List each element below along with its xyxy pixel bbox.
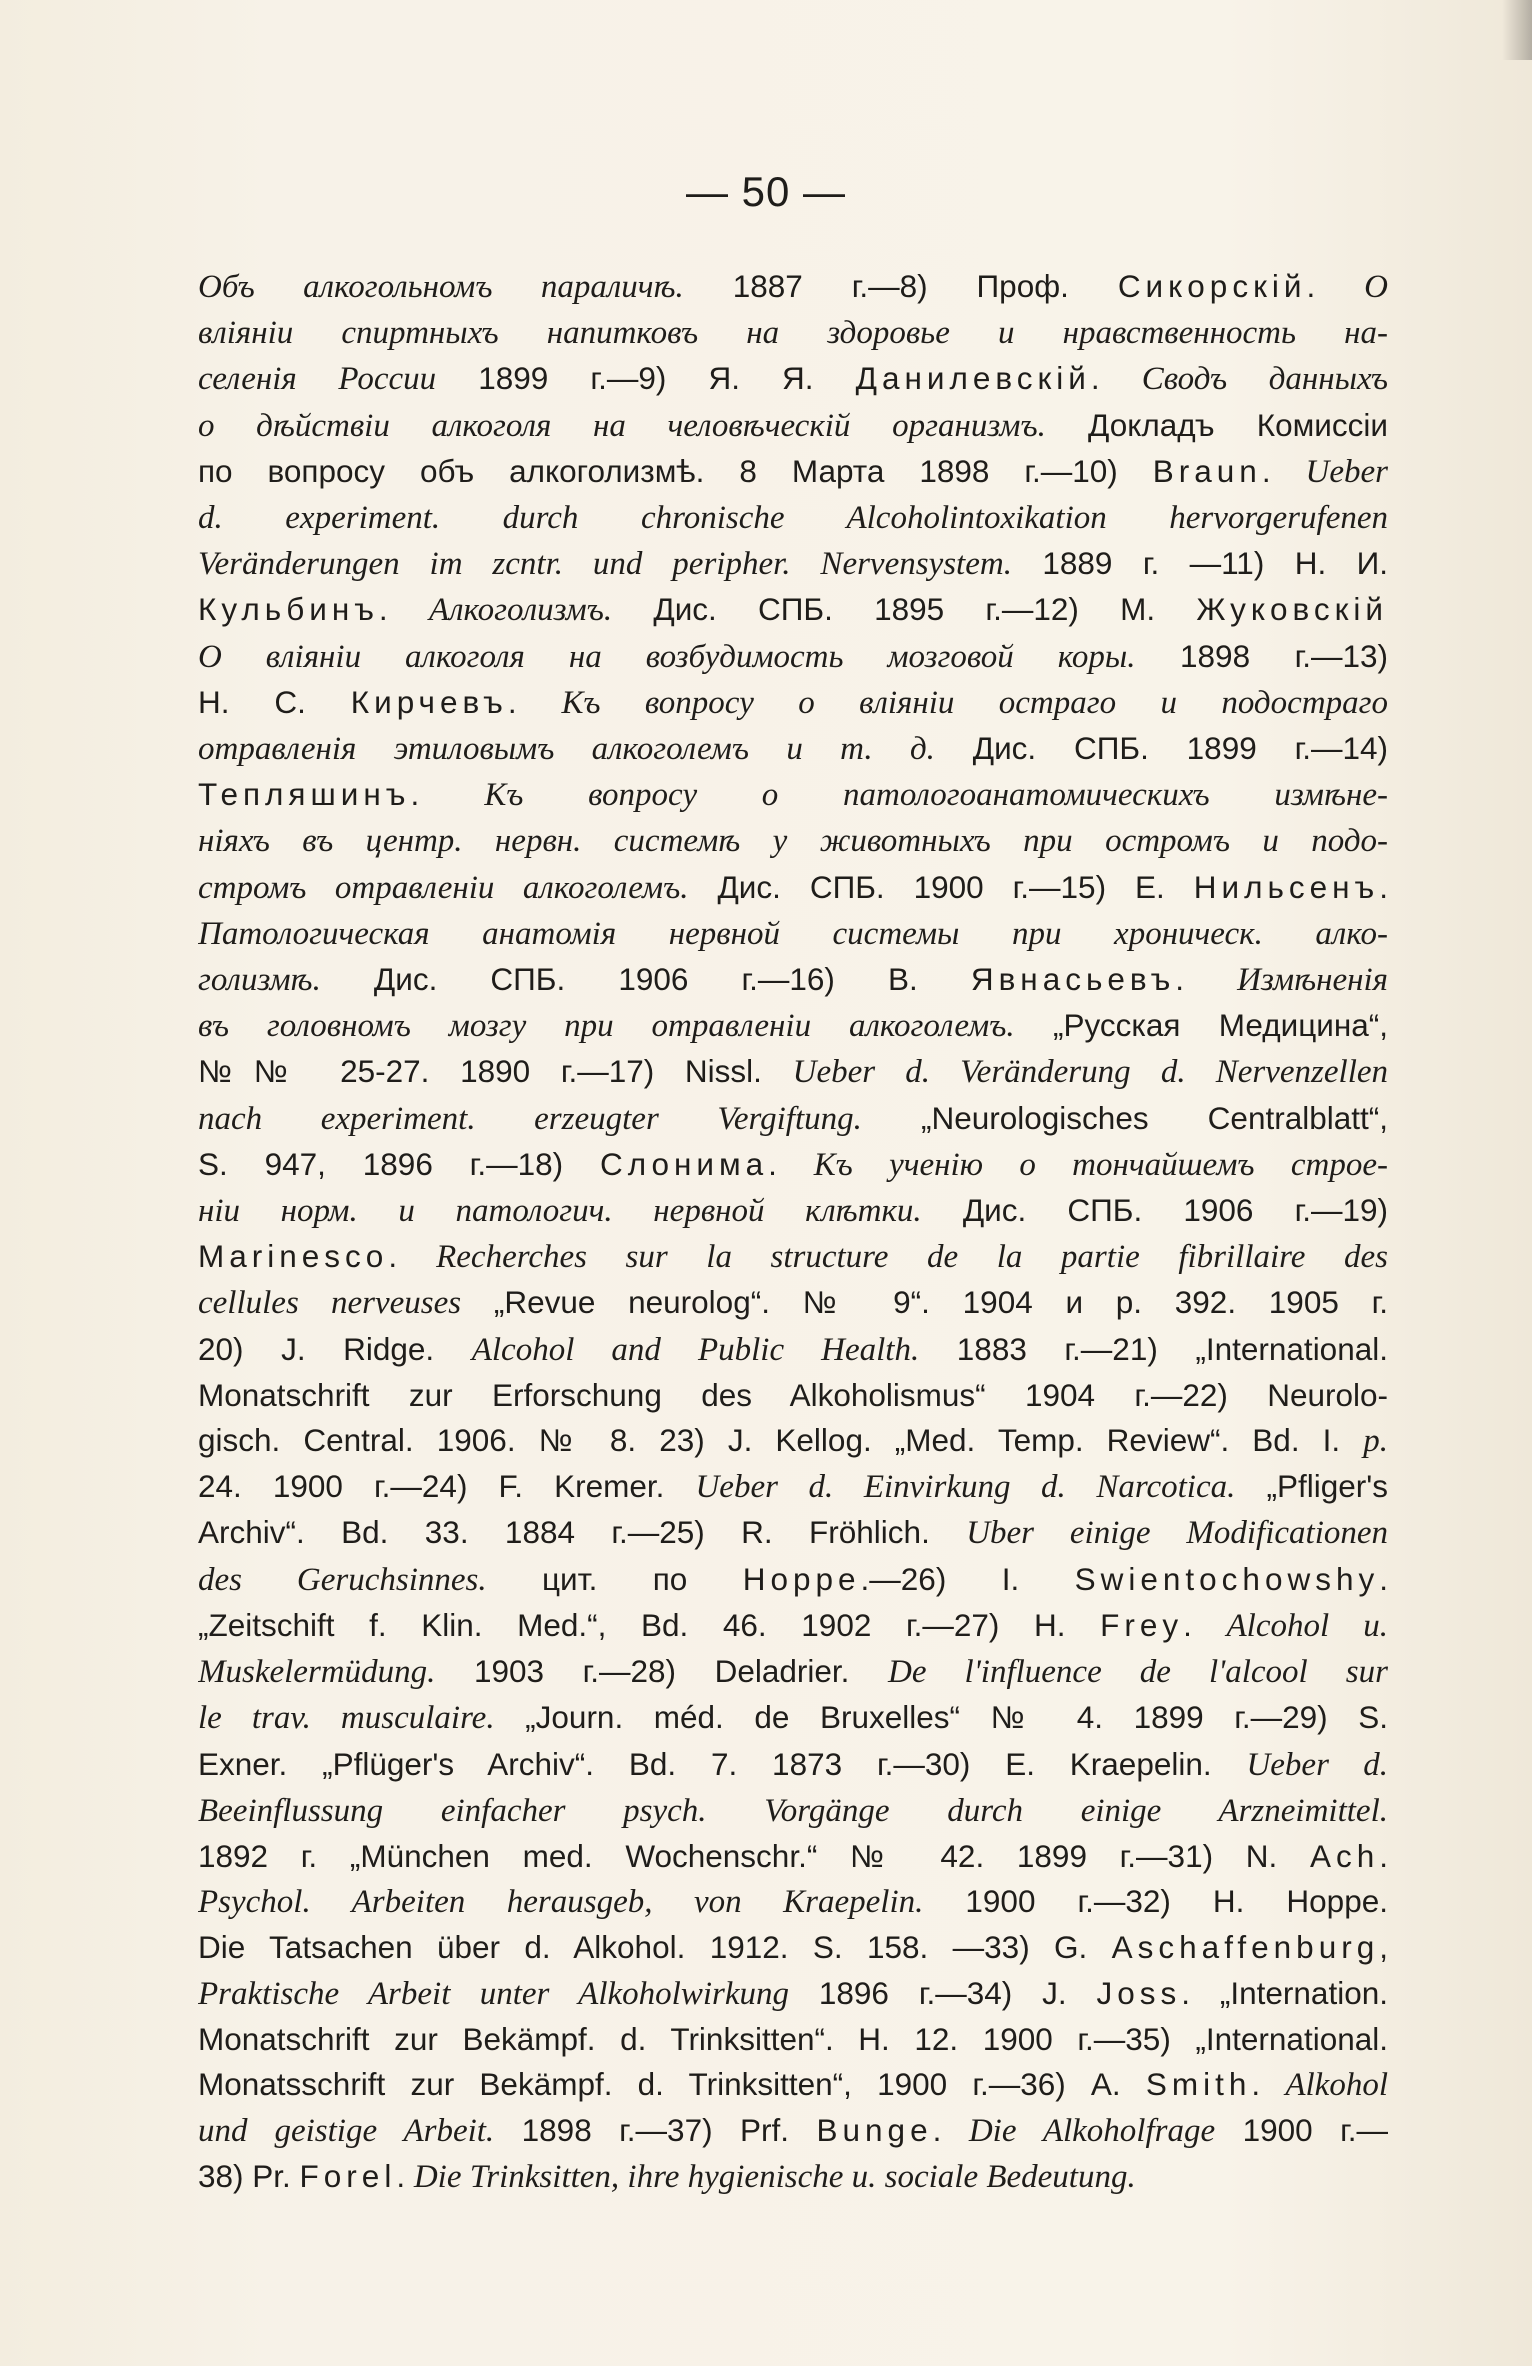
- text-line: [198, 356, 1388, 402]
- text-segment: 1889 г. —11) Н. И.: [1011, 545, 1388, 582]
- italic-segment: о дѣйствіи алкоголя на человѣческій организмъ.: [198, 407, 1046, 444]
- text-line: [198, 1557, 1388, 1603]
- italic-segment: стромъ отравленіи алкоголемъ.: [198, 869, 689, 906]
- italic-segment: Muskelermüdung.: [198, 1654, 436, 1691]
- text-line: [198, 1096, 1388, 1142]
- text-segment: „Revue neurolog“. № 9“. 1904 и р. 392. 1905 г.: [461, 1284, 1388, 1321]
- text-line: [198, 1003, 1388, 1049]
- text-segment: Дис. СПБ. 1895 г.—12) М.: [612, 591, 1197, 628]
- text-line: [198, 1742, 1388, 1788]
- italic-segment: des Geruchsinnes.: [198, 1561, 487, 1598]
- text-segment: ,: [1379, 1929, 1388, 1966]
- italic-segment: Die Trinksitten, ihre hygienische u. sociale Bedeutung.: [413, 2159, 1136, 2196]
- text-line: [198, 1510, 1388, 1556]
- italic-segment: Praktische Arbeit unter Alkoholwirkung: [198, 1975, 789, 2012]
- spaced-name-segment: Smith: [1145, 2065, 1252, 2102]
- text-segment: Дис. СПБ. 1900 г.—15) Е.: [688, 868, 1194, 905]
- italic-segment: p.: [1363, 1423, 1388, 1460]
- text-segment: Докладъ Комиссіи: [1045, 406, 1388, 443]
- italic-segment: und geistige Arbeit.: [198, 2113, 495, 2150]
- italic-segment: Ueber d.: [1246, 1746, 1388, 1783]
- text-line: [198, 1464, 1388, 1510]
- text-line: [198, 1234, 1388, 1280]
- text-segment: Die Tatsachen über d. Alkohol. 1912. S. 158. —33) G.: [198, 1929, 1112, 1966]
- text-segment: 1883 г.—21) „International.: [919, 1330, 1388, 1367]
- italic-segment: Ueber d. Einvirkung d. Narcotica.: [695, 1469, 1236, 1506]
- text-line: [198, 1603, 1388, 1649]
- text-segment: „Русская Медицина“,: [1014, 1007, 1388, 1044]
- text-line: [198, 911, 1388, 957]
- spaced-name-segment: Жуковскій: [1196, 591, 1388, 628]
- text-segment: 1900 г.—32) H. Hoppe.: [923, 1883, 1388, 1920]
- spaced-name-segment: Forel: [299, 2158, 397, 2195]
- spaced-name-segment: Braun: [1152, 452, 1262, 489]
- spaced-name-segment: Aschaffenburg: [1111, 1929, 1380, 1966]
- text-segment: S. 947, 1896 г.—18): [198, 1145, 600, 1182]
- text-line: [198, 403, 1388, 449]
- text-segment: .: [410, 776, 485, 813]
- spaced-name-segment: Swientochowshy: [1074, 1560, 1380, 1597]
- text-line: [198, 1142, 1388, 1188]
- text-segment: 38) Pr.: [198, 2158, 300, 2195]
- italic-segment: Uber einige Modificationen: [966, 1515, 1388, 1552]
- text-segment: 1887 г.—8) Проф.: [683, 268, 1118, 304]
- italic-segment: ніяхъ въ центр. нервн. системѣ у животныхъ при остромъ и подо-: [198, 823, 1388, 860]
- text-segment: цит. по: [486, 1560, 743, 1597]
- spaced-name-segment: Нильсенъ: [1193, 868, 1380, 905]
- spaced-name-segment: Bunge: [816, 2112, 933, 2149]
- spaced-name-segment: Кульбинъ: [198, 591, 379, 628]
- text-segment: .: [388, 1238, 437, 1275]
- text-line: [198, 1373, 1388, 1418]
- spaced-name-segment: Ach: [1309, 1837, 1380, 1874]
- spaced-name-segment: Слонима: [599, 1145, 769, 1182]
- text-segment: .: [768, 1145, 814, 1182]
- text-segment: .: [1175, 961, 1238, 998]
- italic-segment: вліяніи спиртныхъ напитковъ на здоровье и нравственность на-: [198, 315, 1388, 352]
- text-segment: Дис. СПБ. 1906 г.—16) В.: [320, 961, 971, 998]
- italic-segment: ніи норм. и патологич. нервной клѣтки.: [198, 1193, 922, 1230]
- text-segment: 1903 г.—28) Deladrier.: [435, 1653, 888, 1690]
- text-segment: .: [1306, 268, 1365, 304]
- spaced-name-segment: Frey: [1100, 1606, 1184, 1643]
- text-segment: 1899 г.—9) Я. Я.: [436, 360, 856, 397]
- italic-segment: Veränderungen im zcntr. und peripher. Nervensystem.: [198, 546, 1012, 583]
- text-line: [198, 2017, 1388, 2062]
- text-line: [198, 541, 1388, 587]
- italic-segment: Recherches sur la structure de la partie fibrillaire des: [436, 1239, 1388, 1276]
- text-segment: .: [932, 2112, 969, 2149]
- text-segment: Monatschrift zur Bekämpf. d. Trinksitten“. H. 12. 1900 г.—35) „International.: [198, 2020, 1388, 2057]
- text-segment: „Neurologisches Centralblatt“,: [861, 1099, 1388, 1136]
- italic-segment: Къ вопросу о патологоанатомическихъ измѣне-: [484, 777, 1388, 814]
- italic-segment: nach experiment. erzeugter Vergiftung.: [198, 1100, 862, 1137]
- italic-segment: О вліяніи алкоголя на возбудимость мозговой коры.: [198, 638, 1136, 675]
- text-line: [198, 1695, 1388, 1741]
- text-segment: .: [507, 683, 562, 720]
- page-number: — 50 —: [685, 168, 847, 215]
- text-segment: Exner. „Pflüger's Archiv“. Bd. 7. 1873 г.—30) E. Kraepelin.: [198, 1745, 1247, 1782]
- text-line: [198, 772, 1388, 818]
- text-segment: 1892 г. „München med. Wochenschr.“ № 42. 1899 г.—31) N.: [198, 1837, 1310, 1874]
- spaced-name-segment: Явнасьевъ: [970, 961, 1176, 998]
- text-segment: „Journ. méd. de Bruxelles“ № 4. 1899 г.—29) S.: [494, 1699, 1388, 1736]
- text-segment: .: [1261, 452, 1306, 489]
- spaced-name-segment: Данилевскій: [855, 360, 1091, 397]
- text-line: [198, 2108, 1388, 2154]
- text-line: [198, 2154, 1388, 2200]
- italic-segment: Alcohol and Public Health.: [471, 1331, 920, 1368]
- italic-segment: le trav. musculaire.: [198, 1700, 495, 1737]
- italic-segment: селенія России: [198, 361, 437, 398]
- text-segment: „Zeitschift f. Klin. Med.“, Bd. 46. 1902 г.—27) H.: [198, 1606, 1101, 1643]
- text-line: [198, 726, 1388, 772]
- italic-segment: Ueber d. Veränderung d. Nervenzellen: [792, 1054, 1388, 1091]
- text-line: [198, 865, 1388, 911]
- text-segment: Н. С.: [198, 683, 351, 720]
- spaced-name-segment: Marinesco: [198, 1238, 389, 1275]
- italic-segment: Alcohol u.: [1226, 1607, 1388, 1644]
- text-line: [198, 957, 1388, 1003]
- italic-segment: d. experiment. durch chronische Alcoholintoxikation hervorgerufenen: [198, 500, 1388, 537]
- text-line: [198, 264, 1388, 310]
- text-segment: . „Internation.: [1181, 1974, 1388, 2011]
- text-segment: 20) J. Ridge.: [198, 1330, 472, 1367]
- text-segment: Дис. СПБ. 1906 г.—19): [921, 1192, 1388, 1229]
- text-line: [198, 1971, 1388, 2017]
- text-segment: .: [396, 2158, 414, 2195]
- text-segment: 1900 г.—: [1215, 2112, 1388, 2149]
- text-segment: .: [378, 591, 429, 628]
- text-segment: Дис. СПБ. 1899 г.—14): [934, 730, 1388, 767]
- bibliography-text: [198, 264, 1388, 2201]
- text-line: [198, 818, 1388, 864]
- italic-segment: О: [1364, 269, 1388, 305]
- text-line: [198, 1280, 1388, 1326]
- text-segment: 1898 г.—13): [1135, 637, 1388, 674]
- text-line: [198, 1188, 1388, 1234]
- text-line: [198, 310, 1388, 356]
- text-line: [198, 1049, 1388, 1095]
- italic-segment: Beeinflussung einfacher psych. Vorgänge durch einige Arzneimittel.: [198, 1792, 1388, 1829]
- italic-segment: Die Alkoholfrage: [968, 2113, 1216, 2150]
- italic-segment: Къ ученію о тончайшемъ строе-: [813, 1146, 1388, 1183]
- italic-segment: Объ алкогольномъ параличѣ.: [198, 269, 684, 305]
- text-segment: .: [1090, 360, 1142, 397]
- text-line: [198, 1649, 1388, 1695]
- text-line: [198, 634, 1388, 680]
- text-line: [198, 587, 1388, 633]
- text-segment: „Pfliger's: [1235, 1468, 1388, 1505]
- text-segment: Monatsschrift zur Bekämpf. d. Trinksitten“, 1900 г.—36) A.: [198, 2065, 1146, 2102]
- italic-segment: cellules nerveuses: [198, 1285, 462, 1322]
- spaced-name-segment: Тепляшинъ: [198, 776, 411, 813]
- italic-segment: Къ вопросу о вліяніи остраго и подостраго: [561, 684, 1388, 721]
- text-segment: .: [1183, 1606, 1227, 1643]
- text-segment: 1898 г.—37) Prf.: [494, 2112, 817, 2149]
- italic-segment: De l'influence de l'alcool sur: [888, 1654, 1388, 1691]
- text-line: [198, 1788, 1388, 1834]
- italic-segment: Патологическая анатомія нервной системы при хроническ. алко-: [198, 915, 1388, 952]
- italic-segment: Alkohol: [1285, 2066, 1388, 2103]
- text-line: [198, 495, 1388, 541]
- text-segment: 24. 1900 г.—24) F. Kremer.: [198, 1468, 696, 1505]
- italic-segment: отравленія этиловымъ алкоголемъ и т. д.: [198, 731, 935, 768]
- text-segment: .—26) I.: [860, 1560, 1075, 1597]
- text-segment: .: [1251, 2065, 1286, 2102]
- text-segment: Monatschrift zur Erforschung des Alkoholismus“ 1904 г.—22) Neurolo-: [198, 1376, 1388, 1413]
- text-line: [198, 2062, 1388, 2108]
- spaced-name-segment: Кирчевъ: [350, 683, 508, 720]
- text-line: [198, 1925, 1388, 1970]
- italic-segment: Алкоголизмъ.: [428, 592, 613, 629]
- text-line: [198, 1834, 1388, 1879]
- text-segment: 1896 г.—34) J.: [789, 1974, 1097, 2011]
- text-segment: №№ 25-27. 1890 г.—17) Nissl.: [198, 1053, 793, 1090]
- text-line: [198, 1327, 1388, 1373]
- text-segment: по вопросу объ алкоголизмѣ. 8 Марта 1898 г.—10): [198, 452, 1153, 489]
- spaced-name-segment: Сикорскій: [1117, 268, 1307, 304]
- spaced-name-segment: Joss: [1096, 1974, 1182, 2011]
- text-line: [198, 1879, 1388, 1925]
- italic-segment: Ueber: [1305, 453, 1388, 490]
- page-edge-shadow: [1502, 0, 1532, 60]
- italic-segment: голизмѣ.: [198, 962, 321, 999]
- text-line: [198, 680, 1388, 726]
- italic-segment: Psychol. Arbeiten herausgeb, von Kraepelin.: [198, 1884, 924, 1921]
- italic-segment: въ головномъ мозгу при отравленіи алкоголемъ.: [198, 1008, 1015, 1045]
- text-line: [198, 1418, 1388, 1464]
- text-segment: Archiv“. Bd. 33. 1884 г.—25) R. Fröhlich.: [198, 1514, 967, 1551]
- spaced-name-segment: Hoppe: [742, 1560, 861, 1597]
- text-line: [198, 449, 1388, 495]
- text-segment: .: [1379, 1560, 1388, 1597]
- italic-segment: Измѣненія: [1237, 962, 1388, 999]
- italic-segment: Сводъ данныхъ: [1141, 361, 1388, 398]
- text-segment: .: [1379, 1837, 1388, 1874]
- text-segment: .: [1379, 868, 1388, 905]
- text-segment: gisch. Central. 1906. № 8. 23) J. Kellog. „Med. Temp. Review“. Bd. I.: [198, 1422, 1364, 1459]
